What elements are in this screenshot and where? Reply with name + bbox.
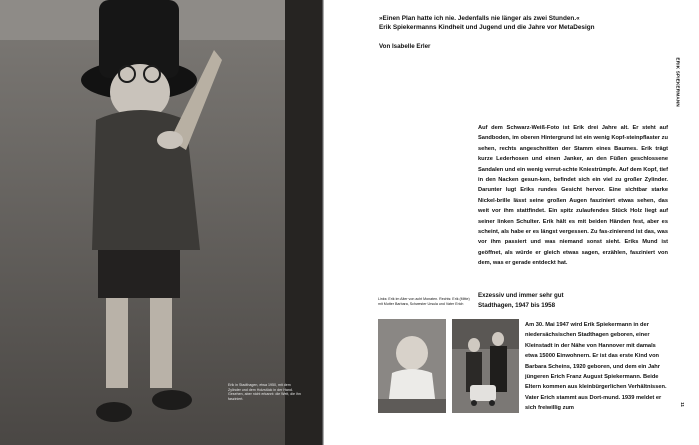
- tree-trunk: [285, 0, 322, 445]
- title-subline: Erik Spiekermanns Kindheit und Jugend und die Jahre vor MetaDesign: [379, 24, 595, 31]
- title-quote: »Einen Plan hatte ich nie. Jedenfalls nie länger als zwei Stunden.«: [379, 15, 580, 22]
- family-photo-illustration: [452, 319, 519, 413]
- page-number: [679, 400, 690, 414]
- small-photos-caption: Links: Erik im Alter von acht Monaten. Rechts: Erik (Mitte) mit Mutter Barbara, Schwester Ursula und Vater Erich: [378, 297, 470, 306]
- main-photo-caption: Erik in Stadthagen, etwa 1950, mit dem Zylinder und dem Holzstück in der Hand. Gesehen, aber nicht erkannt: die Welt, die ihn fasziniert.: [228, 383, 301, 401]
- body-paragraph-2: Am 30. Mai 1947 wird Erik Spiekermann in der niedersächsischen Stadthagen geboren, einer Kleinstadt in der Nähe von Hannover mit damals etwa 15000 Einwohnern. Er ist das erste Kind von Barbara Scheins, 1920 geboren, und dem ein Jahr jüngeren Erich Franz August Spiekermann. Beide Eltern kommen aus kleinbürgerlichen Verhältnissen. Vater Erich stammt aus Dort-mund. 1939 meldet er sich freiwillig zum: [525, 322, 667, 412]
- article-title: [379, 14, 679, 32]
- family-photo: [452, 319, 519, 413]
- article-author: Von Isabelle Erler: [379, 43, 431, 50]
- baby-photo: [378, 319, 446, 413]
- body-paragraph-1: Auf dem Schwarz-Weiß-Foto ist Erik drei Jahre alt. Er steht auf Sandboden, im oberen Hintergrund ist ein wenig Kopf-steinpflaster zu sehen, rechts angeschnitten der Stamm eines Baumes. Erik trägt kurze Lederhosen und einen Janker, an den Füßen geschlossene Sandalen und ein wenig verrut-schte Kniestrümpfe. Auf dem Kopf, tief in den Nacken gesun-ken, befindet sich ein viel zu großer Zylinder. Darunter lugt Eriks rundes Gesicht hervor. Eine sichtbar starke Nickel-brille lässt seine großen Augen fasziniert etwas sehen, das weit vor ihm stattfindet. Ein spitz zulaufendes Stück Holz liegt auf seiner linken Schulter. Erik hält es mit beiden Händen fest, aber es scheint, als habe er es längst vergessen. Zu fas-zinierend ist das, was vor ihm passiert und was niemand sonst sieht. Eriks Mund ist geöffnet, als würde er gleich etwas sagen, erzählen, fasziniert von dem, was er gerade entdeckt hat.: [478, 125, 668, 267]
- section-subheading: Exzessiv und immer sehr gut Stadthagen, 1947 bis 1958: [478, 292, 564, 309]
- page-number-text: 11: [679, 402, 685, 407]
- running-head: [673, 57, 681, 150]
- boy-photo-illustration: [0, 0, 322, 445]
- baby-photo-illustration: [378, 319, 446, 413]
- running-head-text: ERIK SPIEKERMANN: [675, 57, 681, 107]
- main-photo: [0, 0, 322, 445]
